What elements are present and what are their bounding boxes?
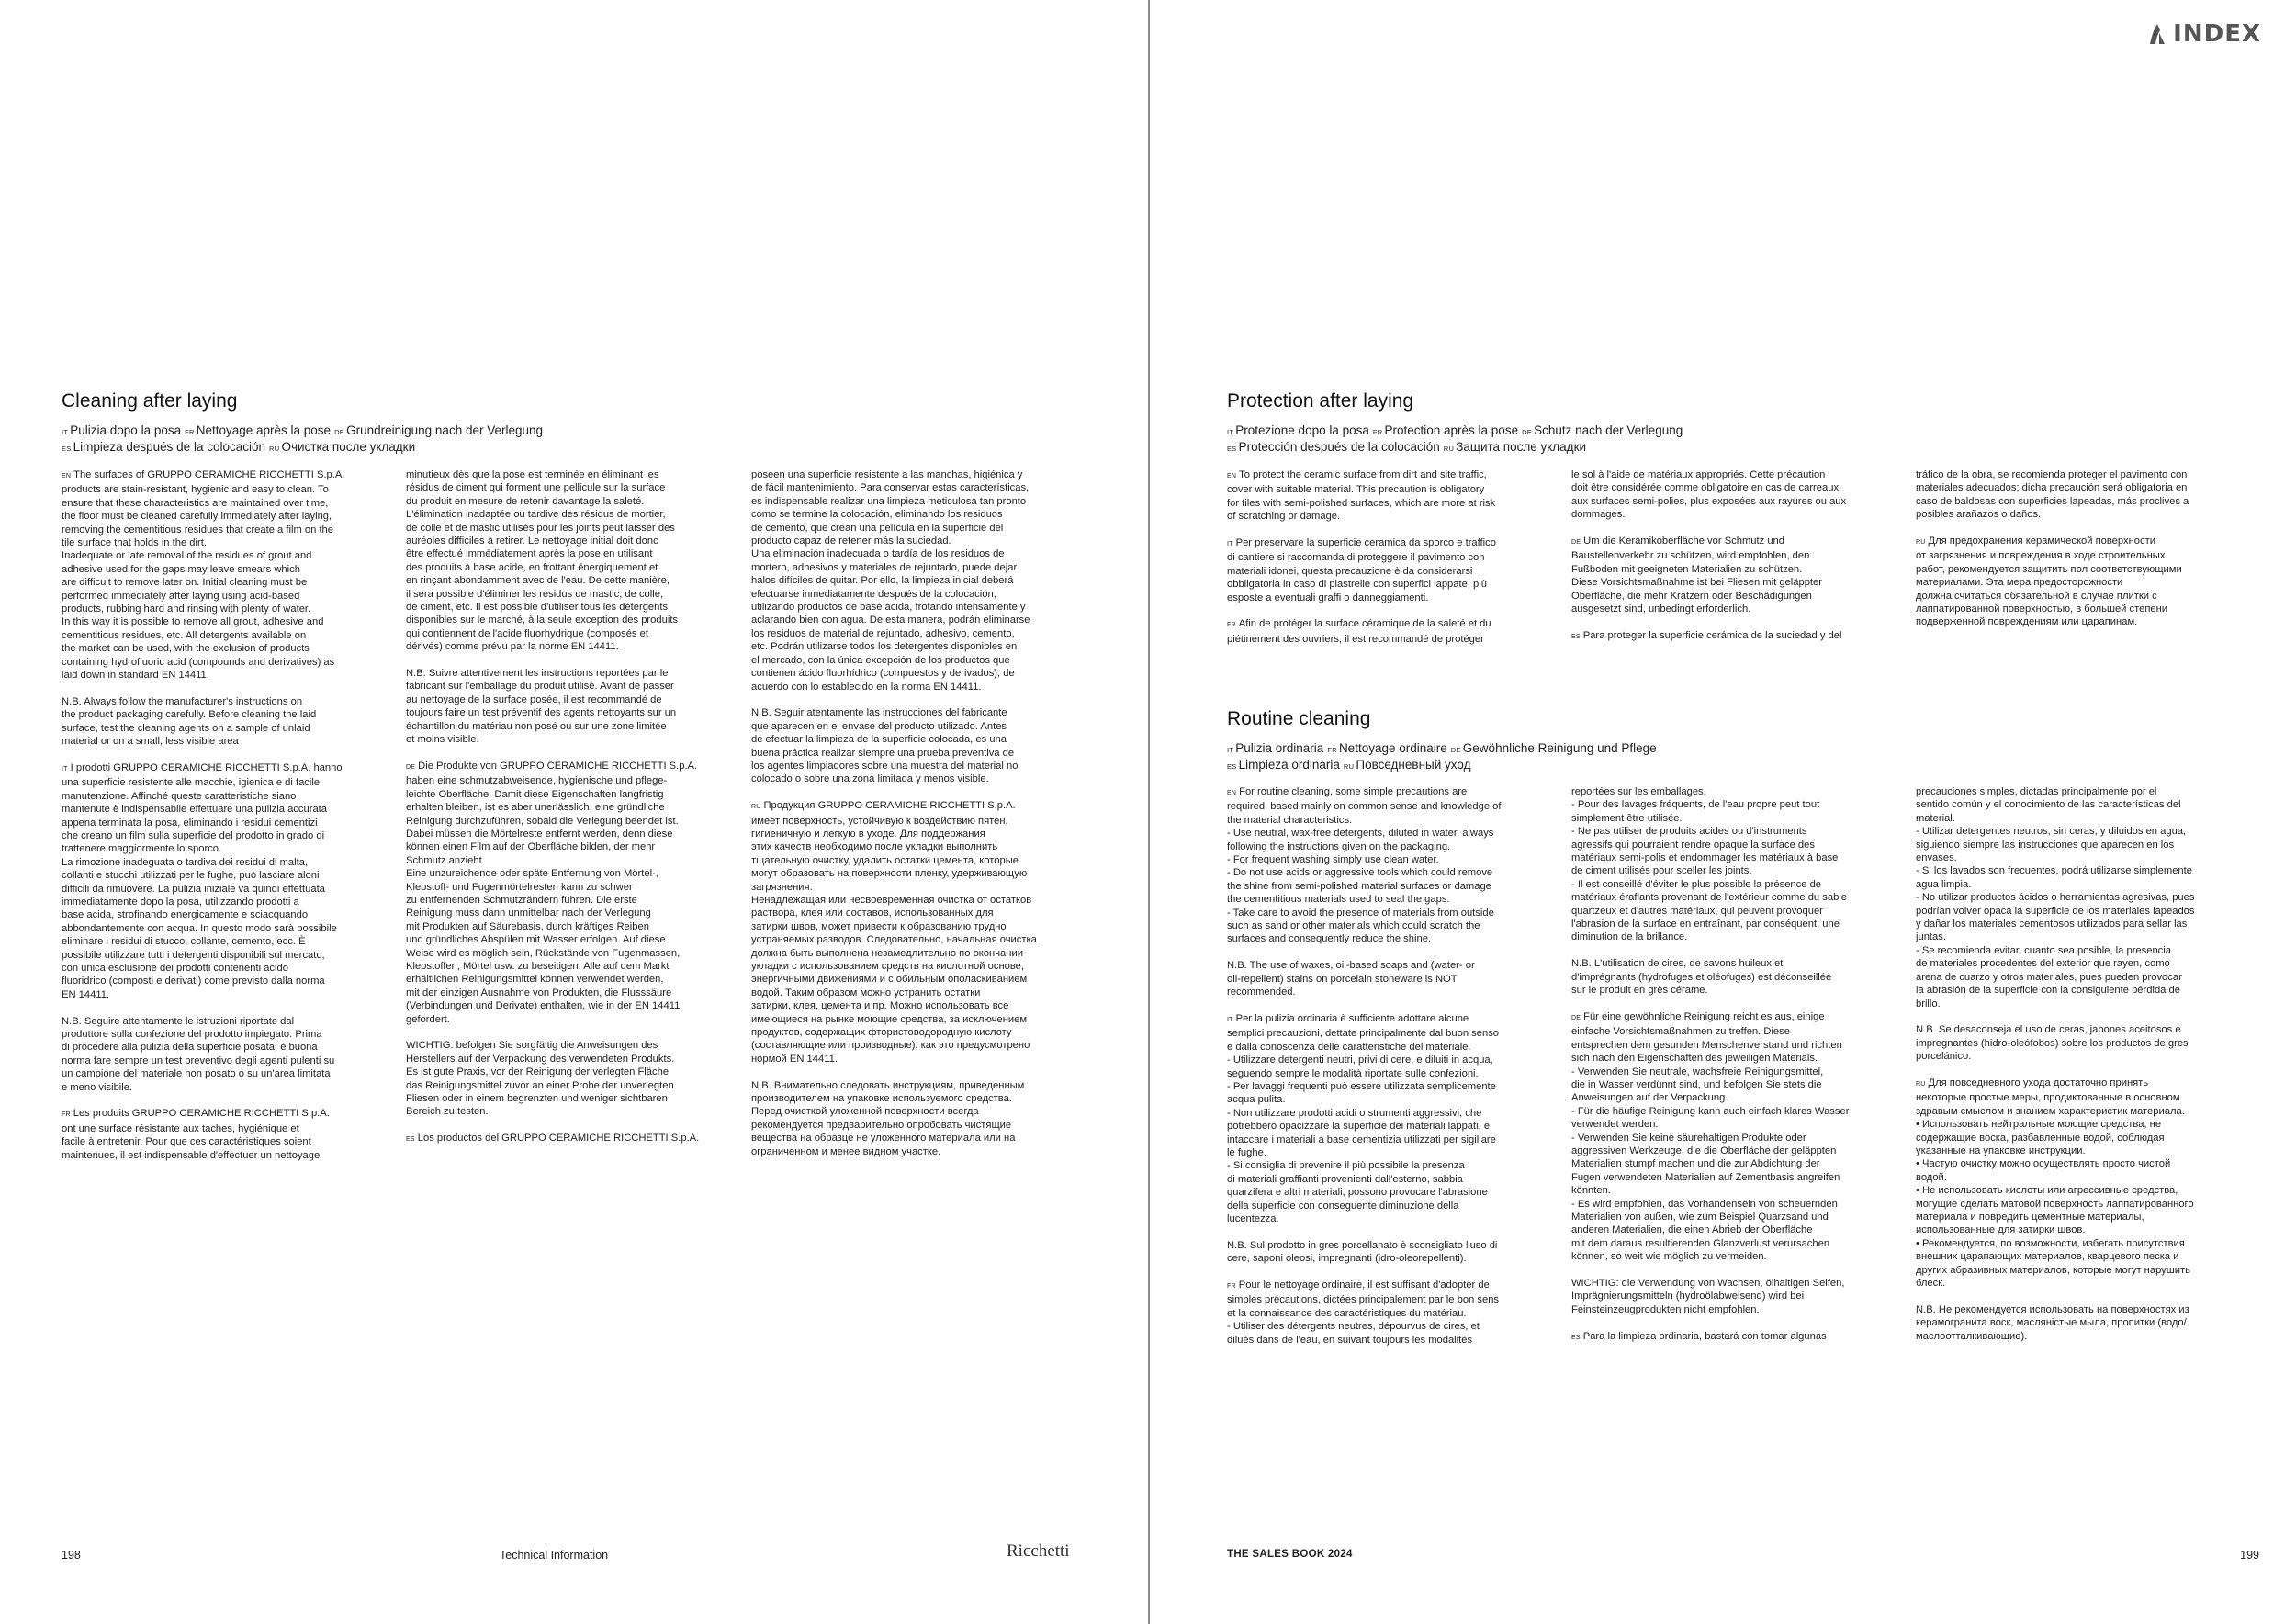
body-paragraph — [62, 695, 381, 749]
lang-tag: FR — [185, 428, 195, 436]
book-title: THE SALES BOOK 2024 — [1227, 1549, 1353, 1560]
paragraph-text: poseen una superficie resistente a las manchas, higiénica y de fácil mantenimiento. Para conservar estas características, es indispensable realizar una limpieza meticulosa tan pronto como se termine la colocación, eliminando los residuos de cemento, que crean una película en la superficie del producto capaz de retener más la suciedad. Una eliminación inadecuada o tardía de los residuos de mortero, adhesivos y materiales de rejuntado, puede dejar halos difíciles de quitar. Por ello, la limpieza inicial deberá efectuarse inmediatamente después de la colocación, utilizando productos de base ácida, frotando intensamente y aclarando bien con agua. De esta manera, podrán eliminarse los residuos de material de rejuntado, adhesivo, cemento, etc. Podrán utilizarse todos los detergentes disponibles en el mercado, con la única excepción de los productos que contienen ácido fluorhídrico (compuestos y derivados), de acuerdo con lo establecido en la norma EN 14411. — [751, 469, 1030, 693]
subtitle-translation: Protección después de la colocación — [1238, 440, 1440, 454]
subtitle-translation: Limpieza ordinaria — [1238, 758, 1340, 772]
lang-tag: ES — [406, 1136, 415, 1144]
lang-tag: DE — [334, 428, 345, 436]
subtitle-translation: Pulizia ordinaria — [1235, 741, 1324, 755]
paragraph-text: Los productos del GRUPPO CERAMICHE RICCHETTI S.p.A. — [417, 1133, 700, 1145]
subtitle-line-2 — [62, 440, 1109, 457]
paragraph-text: N.B. Always follow the manufacturer's instructions on the product packaging carefully. Before cleaning the laid surface, test the cleaning agents on a sample of unlaid material or on a small, less visible area — [62, 695, 317, 748]
body-paragraph — [1571, 1330, 1891, 1345]
paragraph-text: WICHTIG: befolgen Sie sorgfältig die Anweisungen des Herstellers auf der Verpackung des verwendeten Produkts. Es ist gute Praxis, vor der Reinigung der verlegten Fläche das Reinigungsmittel zuvor an einer Probe der unverlegten Fliesen oder in einem begrenzten und weniger sichtbaren Bereich zu testen. — [406, 1040, 675, 1118]
body-paragraph — [751, 799, 1071, 1066]
brand-logo: Ricchetti — [1007, 1541, 1070, 1561]
subtitle-translation: Очистка после укладки — [281, 440, 416, 454]
lang-tag: ES — [1571, 1334, 1581, 1341]
lang-tag: DE — [1522, 428, 1533, 436]
body-paragraph — [1571, 1010, 1891, 1264]
body-paragraph — [406, 1039, 726, 1118]
routine-column-3 — [1916, 785, 2235, 1356]
logo-icon — [2147, 23, 2167, 45]
paragraph-text: N.B. Seguir atentamente las instrucciones del fabricante que aparecen en el envase del producto utilizado. Antes de efectuar la limpieza de la superficie colocada, es una buena práctica realizar siempre una prueba preventiva de los agentes limpiadores sobre una muestra del material no colocado o sobre una zona limitada y menos visible. — [751, 707, 1019, 785]
left-column-1 — [62, 468, 381, 1175]
body-paragraph — [751, 706, 1071, 785]
protection-column-1 — [1227, 468, 1547, 660]
paragraph-text: I prodotti GRUPPO CERAMICHE RICCHETTI S.p.A. hanno una superficie resistente alle macchie, igienica e di facile manutenzione. Affinché queste caratteristiche siano mantenute è indispensabile effettuare una pulizia accurata appena terminata la posa, eliminando i residui cementizi che creano un film sulla superficie del prodotto in grado di trattenere maggiormente lo sporco. La rimozione inadeguata o tardiva dei residui di malta, collanti e stucchi utilizzati per le fughe, può lasciare aloni difficili da rimuovere. La pulizia iniziale va quindi effettuata immediatamente dopo la posa, utilizzando prodotti a base acida, strofinando energicamente e sciacquando abbondantemente con acqua. In questo modo sarà possibile eliminare i residui di stucco, collante, cemento, ecc. È possibile utilizzare tutti i detergenti disponibili sul mercato, con unica esclusione dei prodotti contenenti acido fluoridrico (composti e derivati) come previsto dalla norma EN 14411. — [62, 761, 343, 1000]
paragraph-text: For routine cleaning, some simple precautions are required, based mainly on common sense and knowledge of the material characteristics. - Use neutral, wax-free detergents, diluted in water, always following the instructions given on the packaging. - For frequent washing simply use clean water. - Do not use acids or aggressive tools which could remove the shine from semi-polished material surfaces or damage the cementitious materials used to seal the gaps. - Take care to avoid the presence of materials from outside such as sand or other materials which could scratch the surfaces and consequently reduce the shine. — [1227, 786, 1502, 945]
body-paragraph — [1571, 535, 1891, 615]
paragraph-text: Per preservare la superficie ceramica da sporco e traffico di cantiere si raccomanda di proteggere il pavimento con materiali idonei, questa precauzione è da considerarsi obbligatoria in caso di piastrelle con superfici lappate, più esposte a eventuali graffi o danneggiamenti. — [1227, 537, 1496, 603]
paragraph-text: The surfaces of GRUPPO CERAMICHE RICCHETTI S.p.A. products are stain-resistant, hygienic and easy to clean. To ensure that these characteristics are maintained over time, the floor must be cleaned carefully immediately after laying, removing the cementitious residues that create a film on the tile surface that holds in the dirt. Inadequate or late removal of the residues of grout and adhesive used for the gaps may leave smears which are difficult to remove later on. Initial cleaning must be performed immediately after laying using acid-based products, rubbing hard and rinsing with plenty of water. In this way it is possible to remove all grout, adhesive and cementitious residues, etc. All detergents available on the market can be used, with the exclusion of products containing hydrofluoric acid (compounds and derivatives) as laid down in standard EN 14411. — [62, 469, 345, 682]
body-paragraph — [1916, 1303, 2235, 1343]
body-paragraph — [406, 667, 726, 746]
body-paragraph — [1571, 468, 1891, 522]
index-label: INDEX — [2173, 20, 2261, 48]
paragraph-text: N.B. Suivre attentivement les instructions reportées par le fabricant sur l'emballage du produit utilisé. Avant de passer au nettoyage de la surface posée, il est recommandé de toujours faire un test préventif des agents nettoyants sur un échantillon du matériau non posé ou sur une zone limitée et moins visible. — [406, 668, 677, 746]
lang-tag: IT — [1227, 541, 1233, 548]
lang-tag: FR — [1227, 1282, 1236, 1290]
routine-column-1 — [1227, 785, 1547, 1359]
lang-tag: DE — [1571, 1014, 1581, 1021]
subtitle-translation: Protezione dopo la posa — [1235, 423, 1369, 437]
lang-tag: FR — [1327, 746, 1337, 754]
paragraph-text: To protect the ceramic surface from dirt and site traffic, cover with suitable material. This precaution is obligatory for tiles with semi-polished surfaces, which are more at risk of scratching or damage. — [1227, 469, 1496, 523]
paragraph-text: Per la pulizia ordinaria è sufficiente adottare alcune semplici precauzioni, dettate principalmente dal buon senso e dalla conoscenza delle caratteristiche del materiale. - Utilizzare detergenti neutri, privi di cere, e diluiti in acqua, seguendo sempre le modalità riportate sulle confezioni. - Per lavaggi frequenti può essere utilizzata semplicemente acqua pulita. - Non utilizzare prodotti acidi o strumenti aggressivi, che potrebbero opacizzare la superficie dei materiali lappati, e intaccare i materiali a base cementizia utilizzati per sigillare le fughe. - Si consiglia di prevenire il più possibile la presenza di materiali graffianti provenienti dall'esterno, sabbia quarzifera e altri materiali, possono provocare l'abrasione della superficie con conseguente diminuzione della lucentezza. — [1227, 1012, 1500, 1224]
left-page-number: 198 — [62, 1549, 81, 1562]
subtitle-translation: Limpieza después de la colocación — [73, 440, 265, 454]
subtitle-translation: Повседневный уход — [1356, 758, 1471, 772]
lang-tag: IT — [1227, 428, 1234, 436]
paragraph-text: Para la limpieza ordinaria, bastará con tomar algunas — [1582, 1330, 1827, 1342]
body-paragraph — [406, 468, 726, 654]
body-paragraph — [406, 760, 726, 1026]
body-paragraph — [1227, 1239, 1547, 1266]
subtitle-translation: Pulizia dopo la posa — [70, 423, 182, 437]
body-paragraph — [62, 468, 381, 682]
body-paragraph — [1227, 1012, 1547, 1226]
subtitle-translation: Gewöhnliche Reinigung und Pflege — [1462, 741, 1657, 755]
body-paragraph — [1227, 617, 1547, 646]
body-paragraph — [1571, 957, 1891, 997]
paragraph-text: Für eine gewöhnliche Reinigung reicht es aus, einige einfache Vorsichtsmaßnahmen zu treffen. Diese entsprechen dem gesunden Menschenverstand und richten sich nach den Eigenschaften des jeweiligen Materials. - Verwenden Sie neutrale, wachsfreie Reinigungsmittel, die in Wasser verdünnt sind, und befolgen Sie stets die Anweisungen auf der Verpackung. - Für die häufige Reinigung kann auch einfach klares Wasser verwendet werden. - Verwenden Sie keine säurehaltigen Produkte oder aggressiven Werkzeuge, die die Oberfläche der geläppten Materialien stumpf machen und die zur Abdichtung der Fugen verwendeten Materialien auf Zementbasis angreifen könnten. - Es wird empfohlen, das Vorhandensein von scheuernden Materialien von außen, wie zum Beispiel Quarzsand und anderen Materialien, die einen Abrieb der Oberfläche mit dem daraus resultierenden Glanzverlust verursachen können, so weit wie möglich zu vermeiden. — [1571, 1010, 1850, 1263]
footer-section-label: Technical Information — [500, 1549, 609, 1562]
lang-tag: IT — [1227, 746, 1234, 754]
paragraph-text: Pour le nettoyage ordinaire, il est suffisant d'adopter de simples précautions, dictées principalement par le bon sens et la connaissance des caractéristiques du matériau. - Utiliser des détergents neutres, dépourvus de cires, et dilués dans de l'eau, en suivant toujours les modalités — [1227, 1279, 1500, 1346]
lang-tag: ES — [1571, 633, 1581, 640]
lang-tag: ES — [1227, 762, 1237, 771]
lang-tag: RU — [1443, 445, 1455, 453]
paragraph-text: N.B. Seguire attentamente le istruzioni riportate dal produttore sulla confezione del prodotto impiegato. Prima di procedere alla pulizia della superficie posata, è buona norma fare sempre un test preventivo degli agenti pulenti su un campione del materiale non posato o su un'area limitata e meno visibile. — [62, 1015, 335, 1093]
index-link[interactable] — [2147, 20, 2261, 48]
routine-cleaning-section — [1227, 709, 2274, 774]
page-divider — [1148, 0, 1150, 1624]
body-paragraph — [1227, 1279, 1547, 1347]
left-column-3 — [751, 468, 1071, 1171]
lang-tag: ES — [1227, 445, 1237, 453]
body-paragraph — [751, 468, 1071, 694]
lang-tag: FR — [1227, 622, 1236, 629]
body-paragraph — [1227, 468, 1547, 524]
body-paragraph — [1571, 785, 1891, 944]
lang-tag: EN — [1227, 473, 1237, 479]
body-paragraph — [1916, 468, 2235, 522]
body-paragraph — [1916, 785, 2235, 1010]
paragraph-text: Para proteger la superficie cerámica de la suciedad y del — [1582, 629, 1842, 641]
paragraph-text: le sol à l'aide de matériaux appropriés. Cette précaution doit être considérée comme obligatoire en cas de carreaux aux surfaces semi-polies, plus exposées aux rayures ou aux dommages. — [1571, 469, 1847, 521]
subtitle-translation: Nettoyage ordinaire — [1338, 741, 1447, 755]
lang-tag: IT — [1227, 1016, 1233, 1023]
routine-column-2 — [1571, 785, 1891, 1358]
lang-tag: ES — [62, 445, 72, 453]
paragraph-text: Die Produkte von GRUPPO CERAMICHE RICCHETTI S.p.A. haben eine schmutzabweisende, hygienische und pflege- leichte Oberfläche. Damit diese Eigenschaften langfristig erhalten bleiben, ist es aber unerlässlich, eine gründliche Reinigung durchzuführen, sobald die Verlegung beendet ist. Dabei müssen die Mörtelreste entfernt werden, denn diese können einen Film auf der Oberfläche bilden, der mehr Schmutz anzieht. Eine unzureichende oder späte Entfernung von Mörtel-, Klebstoff- und Fugenmörtelresten kann zu schwer zu entfernenden Schmutzrändern führen. Die erste Reinigung muss dann unmittelbar nach der Verlegung mit Produkten auf Säurebasis, durch kräftiges Reiben und gründliches Abspülen mit Wasser erfolgen. Auf diese Weise wird es möglich sein, Rückstände von Fugenmassen, Klebstoffen, Mörtel usw. zu beseitigen. Alle auf dem Markt erhältlichen Reinigungsmittel können verwendet werden, mit der einzigen Ausnahme von Produkten, die Flusssäure (Verbindungen und Derivate) enthalten, wie in der EN 14411 gefordert. — [406, 760, 698, 1025]
body-paragraph — [1916, 1077, 2235, 1291]
body-paragraph — [62, 761, 381, 1001]
paragraph-text: Les produits GRUPPO CERAMICHE RICCHETTI S.p.A. ont une surface résistante aux taches, hygiénique et facile à entretenir. Pour que ces caractéristiques soient maintenues, il est indispensable d'effectuer un nettoyage — [62, 1108, 330, 1161]
paragraph-text: N.B. Sul prodotto in gres porcellanato è sconsigliato l'uso di cere, saponi oleosi, impregnanti (idro-oleorepellenti). — [1227, 1239, 1498, 1265]
body-paragraph — [1227, 785, 1547, 946]
body-paragraph — [1227, 959, 1547, 998]
subtitle-translation: Защита после укладки — [1456, 440, 1587, 454]
lang-tag: DE — [1571, 539, 1581, 547]
lang-tag: EN — [62, 473, 72, 479]
lang-tag: DE — [406, 763, 416, 771]
paragraph-text: N.B. L'utilisation de cires, de savons huileux et d'imprégnants (hydrofuges et oléofuges) est déconseillée sur le produit en grès cérame. — [1571, 958, 1832, 997]
paragraph-text: Afin de protéger la surface céramique de la saleté et du piétinement des ouvriers, il est recommandé de protéger — [1227, 618, 1491, 645]
paragraph-text: Продукция GRUPPO CERAMICHE RICCHETTI S.p.A. имеет поверхность, устойчивую к воздействию пятен, гигиеничную и легкую в уходе. Для поддержания этих качеств необходимо после укладки выполнить тщательную очистку, удалить остатки цемента, которые могут образовать на поверхности пленку, удерживающую загрязнения. Ненадлежащая или несвоевременная очистка от остатков раствора, клея или составов, использованных для затирки швов, может привести к образованию трудно устраняемых разводов. Следовательно, начальная очистка должна быть выполнена незамедлительно по окончании укладки с использованием средств на кислотной основе, энергичными движениями и с обильным ополаскиванием водой. Таким образом можно устранить остатки затирки, клея, цемента и пр. Можно использовать все имеющиеся на рынке моющие средства, за исключением продуктов, содержащих фтористоводородную кислоту (составляющие или производные), как это предусмотрено нормой EN 14411. — [751, 800, 1037, 1065]
body-paragraph — [1571, 629, 1891, 644]
paragraph-text: N.B. Se desaconseja el uso de ceras, jabones aceitosos e impregnantes (hidro-oleófobos) sobre los productos de gres porcelánico. — [1916, 1024, 2189, 1063]
body-paragraph — [1571, 1277, 1891, 1316]
body-paragraph — [1916, 535, 2235, 629]
body-paragraph — [1227, 536, 1547, 604]
cleaning-after-laying-section — [62, 391, 1109, 457]
paragraph-text: minutieux dès que la pose est terminée en éliminant les résidus de ciment qui forment une pellicule sur la surface du produit en mesure de retenir davantage la saleté. L'élimination inadaptée ou tardive des résidus de mortier, de colle et de mastic utilisés pour les joints peut laisser des auréoles difficiles à retirer. Le nettoyage initial doit donc être effectué immédiatement après la pose en utilisant des produits à base acide, en frottant énergiquement et en rinçant abondamment avec de l'eau. De cette manière, il sera possible d'éliminer les résidus de mastic, de colle, de ciment, etc. Il est possible d'utiliser tous les détergents disponibles sur le marché, à la seule exception des produits qui contiennent de l'acide fluorhydrique (composés et dérivés) comme prévu par la norme EN 14411. — [406, 469, 679, 653]
lang-tag: FR — [1372, 428, 1383, 436]
lang-tag: EN — [1227, 790, 1237, 796]
paragraph-text: reportées sur les emballages. - Pour des lavages fréquents, de l'eau propre peut tout simplement être utilisée. - Ne pas utiliser de produits acides ou d'instruments agressifs qui pourraient rendre opaque la surface des matériaux semi-polis et endommager les matériaux à base de ciment utilisés pour sceller les joints. - Il est conseillé d'éviter le plus possible la présence de matériaux éraflants provenant de l'extérieur comme du sable quartzeux et d'autres matériaux, qui peuvent provoquer l'abrasion de la surface en entraînant, par conséquent, une diminution de la brillance. — [1571, 786, 1848, 943]
paragraph-text: N.B. The use of waxes, oil-based soaps and (water- or oil-repellent) stains on porcelain stoneware is NOT recommended. — [1227, 960, 1475, 998]
protection-column-2 — [1571, 468, 1891, 658]
lang-tag: IT — [62, 428, 69, 436]
lang-tag: RU — [1916, 1080, 1926, 1088]
lang-tag: RU — [269, 445, 280, 453]
protection-after-laying-section — [1227, 391, 2274, 457]
paragraph-text: WICHTIG: die Verwendung von Wachsen, ölhaltigen Seifen, Imprägnierungsmitteln (hydroölabweisend) wird bei Feinsteinzeugprodukten nicht empfohlen. — [1571, 1277, 1845, 1315]
body-paragraph — [751, 1079, 1071, 1158]
paragraph-text: precauciones simples, dictadas principalmente por el sentido común y el conocimiento de las características del material. - Utilizar detergentes neutros, sin ceras, y diluidos en agua, siguiendo siempre las instrucciones que aparecen en los envases. - Si los lavados son frecuentes, podrá utilizarse simplemente agua limpia. - No utilizar productos ácidos o herramientas agresivas, pues podrían volver opaca la superficie de los materiales lapeados y dañar los materiales cementosos utilizados para sellar las juntas. - Se recomienda evitar, cuanto sea posible, la presencia de materiales procedentes del exterior que rayen, como arena de cuarzo y otros materiales, pues pueden provocar la abrasión de la superficie con la consiguiente pérdida de brillo. — [1916, 786, 2195, 1009]
paragraph-text: Для предохранения керамической поверхности от загрязнения и повреждения в ходе строительных работ, рекомендуется защитить пол соответствующими материалами. Эта мера предосторожности должна считаться обязательной в случае плитки с лаппатированной поверхностью, в большей степени подверженной повреждениям или царапинам. — [1916, 536, 2182, 628]
paragraph-text: tráfico de la obra, se recomienda proteger el pavimento con materiales adecuados; dicha precaución será obligatoria en caso de baldosas con superficies lapeadas, más proclives a posibles arañazos o daños. — [1916, 469, 2189, 521]
lang-tag: DE — [1450, 746, 1461, 754]
subtitle-translation: Grundreinigung nach der Verlegung — [346, 423, 544, 437]
cleaning-after-laying-title: Cleaning after laying — [62, 390, 238, 412]
body-paragraph — [406, 1132, 726, 1146]
left-column-2 — [406, 468, 726, 1160]
body-paragraph — [62, 1015, 381, 1094]
subtitle-line-2 — [1227, 758, 2274, 774]
protection-after-laying-title: Protection after laying — [1227, 390, 1414, 412]
paragraph-text: Um die Keramikoberfläche vor Schmutz und Baustellenverkehr zu schützen, wird empfohlen, den Fußboden mit geeigneten Materialien zu schützen. Diese Vorsichtsmaßnahme ist bei Fliesen mit geläppter Oberfläche, die mehr Kratzern oder Beschädigungen ausgesetzt sind, unbedingt erforderlich. — [1571, 536, 1822, 615]
subtitle-translation: Schutz nach der Verlegung — [1534, 423, 1683, 437]
subtitle-line-2 — [1227, 440, 2274, 457]
body-paragraph — [62, 1107, 381, 1162]
paragraph-text: N.B. Не рекомендуется использовать на поверхностях из керамогранита воск, масляністые мыла, пропитки (водо/ маслоотталкивающие). — [1916, 1303, 2189, 1342]
protection-column-3 — [1916, 468, 2235, 642]
lang-tag: RU — [1343, 762, 1355, 771]
subtitle-translation: Protection après la pose — [1384, 423, 1519, 437]
subtitle-translation: Nettoyage après la pose — [196, 423, 332, 437]
lang-tag: FR — [62, 1111, 71, 1119]
paragraph-text: N.B. Внимательно следовать инструкциям, приведенным производителем на упаковке используемого средства. Перед очисткой уложенной поверхности всегда рекомендуется предварительно опробовать чистящие вещества на образце не уложенного материала или на ограниченном и менее видном участке. — [751, 1079, 1025, 1157]
lang-tag: IT — [62, 765, 68, 773]
right-page-number: 199 — [2240, 1549, 2259, 1562]
subtitle-line-1 — [1227, 423, 2274, 440]
subtitle-line-1 — [1227, 741, 2274, 758]
body-paragraph — [1916, 1023, 2235, 1063]
routine-cleaning-title: Routine cleaning — [1227, 708, 1371, 729]
paragraph-text: Для повседневного ухода достаточно принять некоторые простые меры, продиктованные в основном здравым смыслом и знанием характеристик материала. • Использовать нейтральные моющие средства, не содержащие воска, разбавленные водой, соблюдая указанные на упаковке инструкции. • Частую очистку можно осуществлять просто чистой водой. • Не использовать кислоты или агрессивные средства, могущие сделать матовой поверхность лаппатированного материала и повредить цементные материалы, использованные для затирки швов. • Рекомендуется, по возможности, избегать присутствия внешних царапающих материалов, кварцевого песка и других абразивных материалов, которые могут нарушить блеск. — [1916, 1077, 2194, 1289]
lang-tag: RU — [751, 804, 761, 811]
lang-tag: RU — [1916, 539, 1926, 547]
subtitle-line-1 — [62, 423, 1109, 440]
